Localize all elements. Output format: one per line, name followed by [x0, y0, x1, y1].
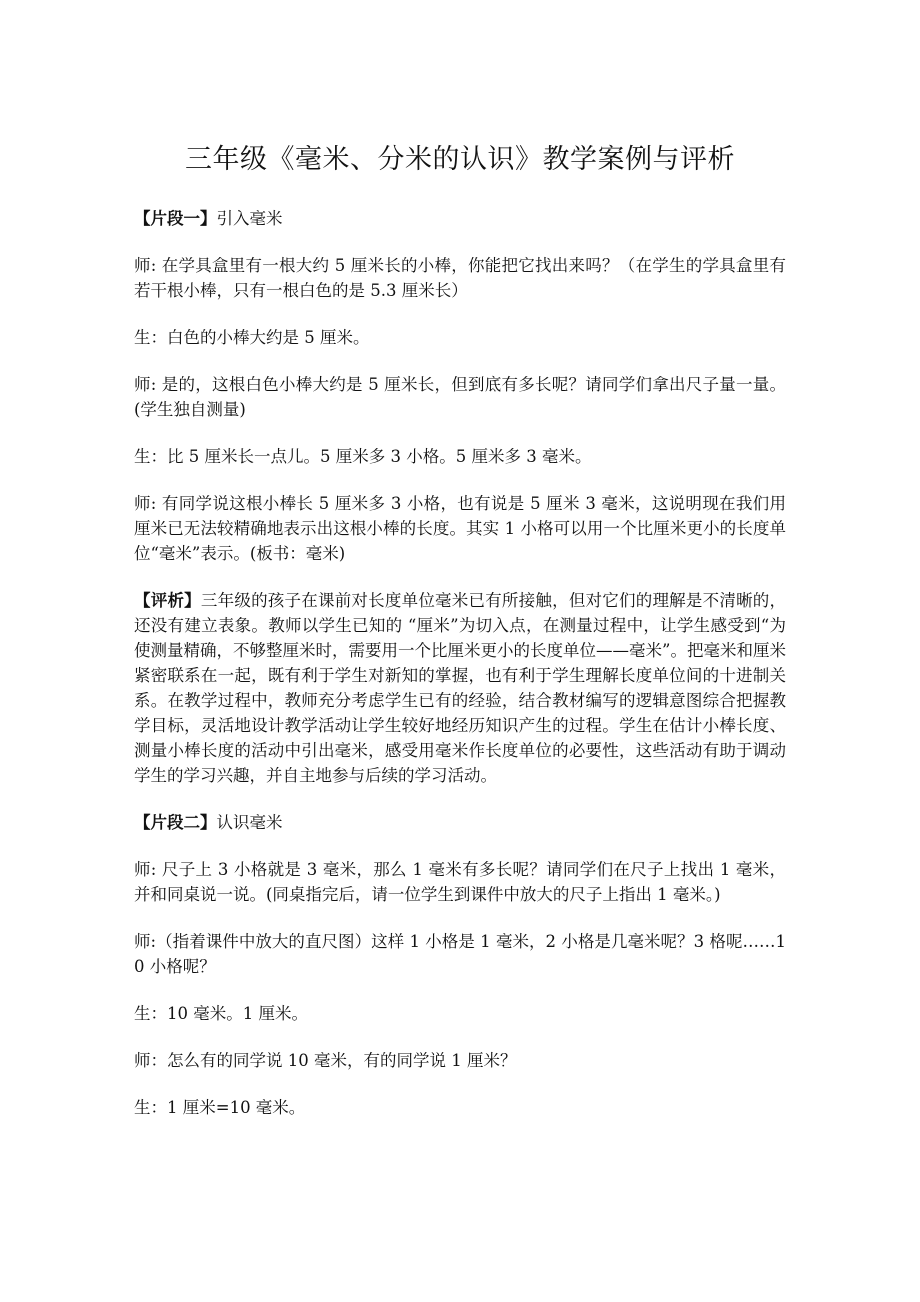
dialogue-paragraph: 师:（指着课件中放大的直尺图）这样 1 小格是 1 毫米，2 小格是几毫米呢？3 格呢……10 小格呢？ [134, 932, 786, 976]
dialogue-paragraph: 生：1 厘米=10 毫米。 [134, 1098, 306, 1117]
segment-heading-2 [134, 810, 786, 835]
segment-heading-1 [134, 206, 786, 231]
segment-tag: 【片段二】 [134, 813, 217, 832]
analysis-paragraph [134, 588, 786, 788]
document-body [134, 206, 786, 1142]
analysis-tag: 【评析】 [134, 591, 201, 610]
document-title: 三年级《毫米、分米的认识》教学案例与评析 [185, 144, 735, 175]
dialogue-paragraph: 师: 尺子上 3 小格就是 3 毫米，那么 1 毫米有多长呢？请同学们在尺子上找出 1 毫米，并和同桌说一说。(同桌指完后，请一位学生到课件中放大的尺子上指出 1 毫米。) [134, 860, 786, 904]
dialogue-paragraph: 生：白色的小棒大约是 5 厘米。 [134, 328, 370, 347]
dialogue-paragraph: 生：比 5 厘米长一点儿。5 厘米多 3 小格。5 厘米多 3 毫米。 [134, 447, 592, 466]
dialogue-paragraph: 师: 在学具盒里有一根大约 5 厘米长的小棒，你能把它找出来吗？（在学生的学具盒里有若干根小棒，只有一根白色的是 5.3 厘米长） [134, 256, 786, 300]
segment-heading-text: 引入毫米 [216, 209, 283, 228]
dialogue-paragraph: 生：10 毫米。1 厘米。 [134, 1004, 308, 1023]
dialogue-paragraph: 师: 有同学说这根小棒长 5 厘米多 3 小格，也有说是 5 厘米 3 毫米，这说明现在我们用厘米已无法较精确地表示出这根小棒的长度。其实 1 小格可以用一个比厘米更小的长度单位“毫米”表示。(板书：毫米) [134, 494, 786, 563]
segment-tag: 【片段一】 [134, 209, 217, 228]
segment-heading-text: 认识毫米 [216, 813, 283, 832]
dialogue-paragraph: 师：怎么有的同学说 10 毫米，有的同学说 1 厘米？ [134, 1051, 517, 1070]
dialogue-paragraph: 师: 是的，这根白色小棒大约是 5 厘米长，但到底有多长呢？请同学们拿出尺子量一量。(学生独自测量) [134, 375, 786, 419]
analysis-text: 三年级的孩子在课前对长度单位毫米已有所接触，但对它们的理解是不清晰的，还没有建立表象。教师以学生已知的 “厘米”为切入点，在测量过程中，让学生感受到“为使测量精确，不够整厘米时，需要用一个比厘米更小的长度单位——毫米”。把毫米和厘米紧密联系在一起，既有利于学生对新知的掌握，也有利于学生理解长度单位间的十进制关系。在教学过程中，教师充分考虑学生已有的经验，结合教材编写的逻辑意图综合把握教学目标，灵活地设计教学活动让学生较好地经历知识产生的过程。学生在估计小棒长度、测量小棒长度的活动中引出毫米，感受用毫米作长度单位的必要性，这些活动有助于调动学生的学习兴趣，并自主地参与后续的学习活动。 [134, 591, 787, 785]
